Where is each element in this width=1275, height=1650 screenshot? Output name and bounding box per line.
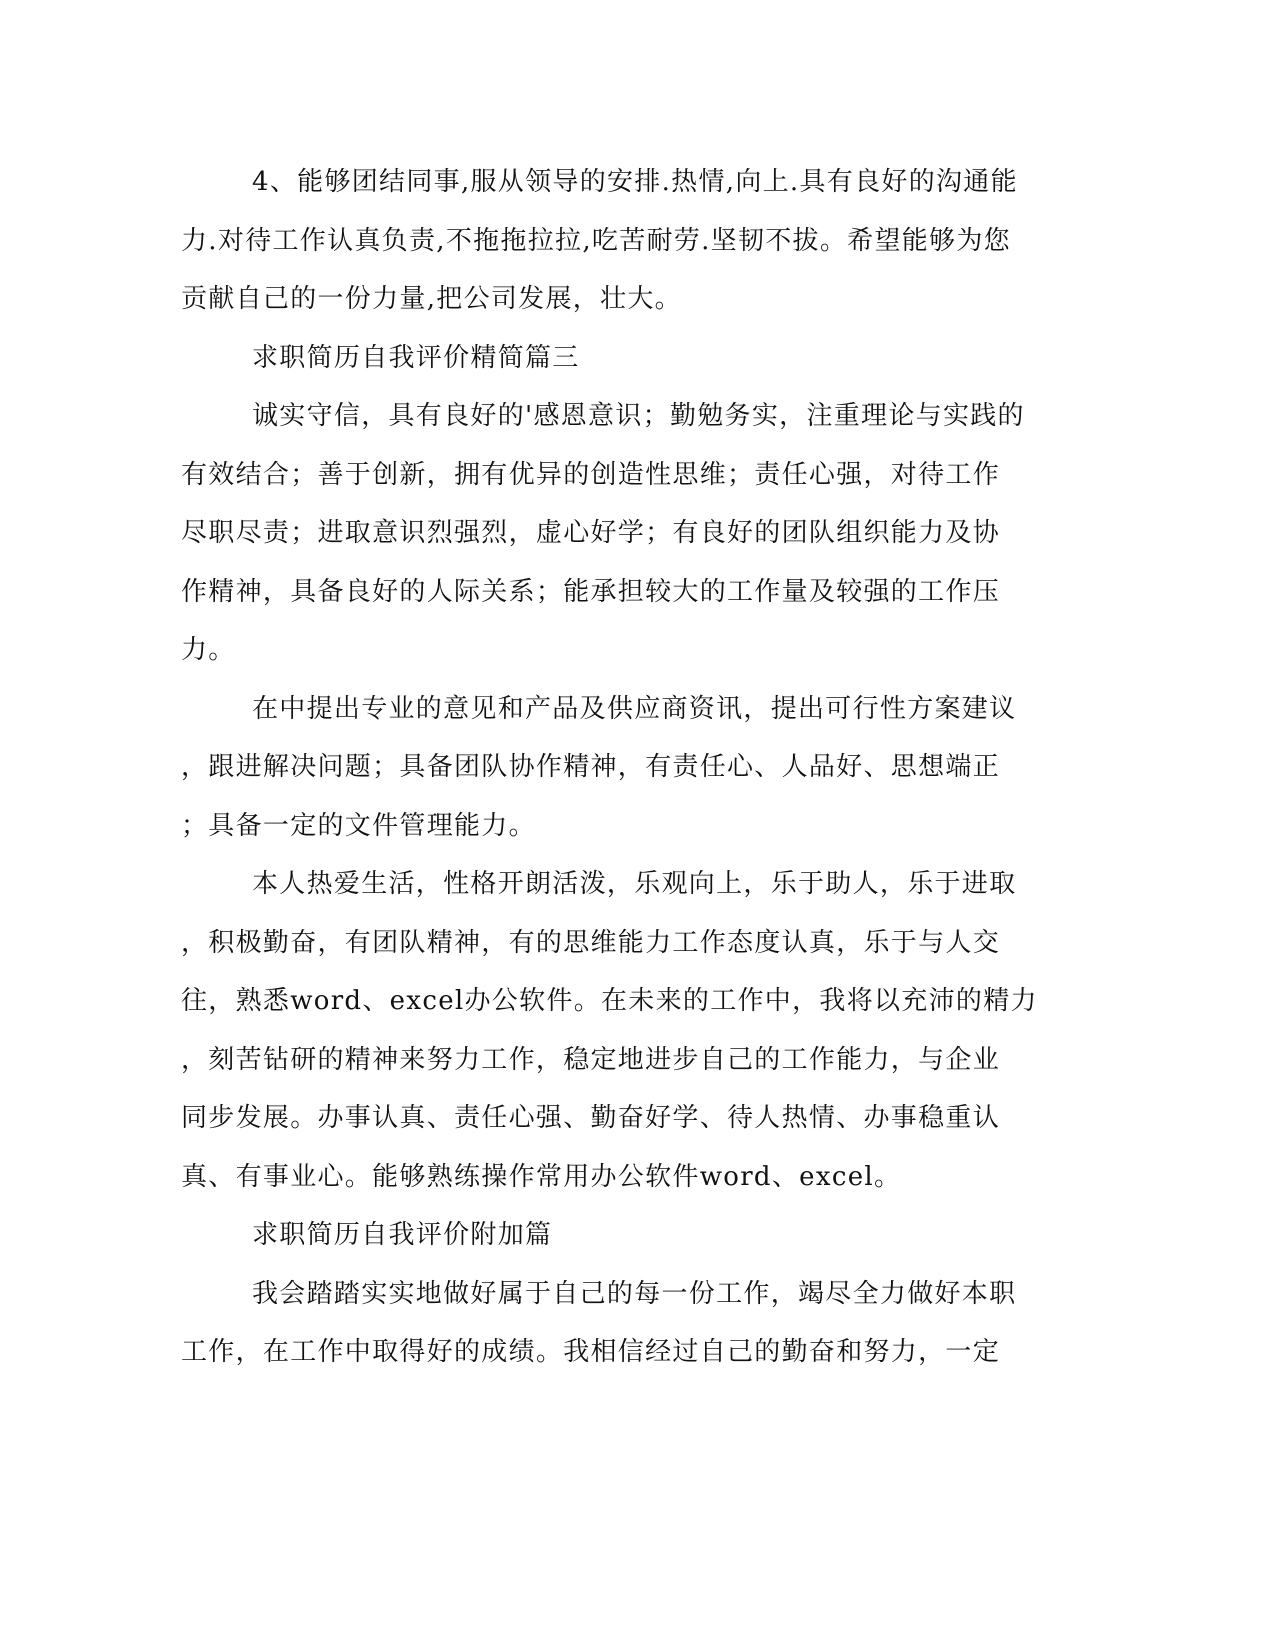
document-body xyxy=(181,153,1038,1382)
text-line: 尽职尽责；进取意识烈强烈，虚心好学；有良好的团队组织能力及协 xyxy=(181,518,1001,548)
text-line: 本人热爱生活，性格开朗活泼，乐观向上，乐于助人，乐于进取 xyxy=(252,869,1017,899)
text-line: 往，熟悉word、excel办公软件。在未来的工作中，我将以充沛的精力 xyxy=(181,986,1038,1016)
text-line: 4、能够团结同事,服从领导的安排.热情,向上.具有良好的沟通能 xyxy=(252,167,1018,197)
text-line: 同步发展。办事认真、责任心强、勤奋好学、待人热情、办事稳重认 xyxy=(181,1103,1001,1133)
text-line: 力.对待工作认真负责,不拖拖拉拉,吃苦耐劳.坚韧不拔。希望能够为您 xyxy=(181,225,1011,256)
text-line: 真、有事业心。能够熟练操作常用办公软件word、excel。 xyxy=(181,1161,902,1192)
text-line: 贡献自己的一份力量,把公司发展，壮大。 xyxy=(181,284,682,314)
section-heading: 求职简历自我评价附加篇 xyxy=(252,1220,553,1250)
text-line: 诚实守信，具有良好的'感恩意识；勤勉务实，注重理论与实践的 xyxy=(252,401,1025,431)
text-line: 有效结合；善于创新，拥有优异的创造性思维；责任心强，对待工作 xyxy=(181,459,1001,490)
text-line: ，积极勤奋，有团队精神，有的思维能力工作态度认真，乐于与人交 xyxy=(181,927,1001,958)
text-line: 我会踏踏实实地做好属于自己的每一份工作，竭尽全力做好本职 xyxy=(252,1278,1017,1309)
text-line: 工作，在工作中取得好的成绩。我相信经过自己的勤奋和努力，一定 xyxy=(181,1337,1001,1367)
text-line: 在中提出专业的意见和产品及供应商资讯，提出可行性方案建议 xyxy=(252,693,1017,724)
text-line: 力。 xyxy=(181,635,236,665)
text-line: ；具备一定的文件管理能力。 xyxy=(181,810,536,841)
text-line: ，刻苦钻研的精神来努力工作，稳定地进步自己的工作能力，与企业 xyxy=(181,1044,1001,1075)
section-heading: 求职简历自我评价精简篇三 xyxy=(252,342,580,373)
text-line: ，跟进解决问题；具备团队协作精神，有责任心、人品好、思想端正 xyxy=(181,752,1001,782)
text-line: 作精神，具备良好的人际关系；能承担较大的工作量及较强的工作压 xyxy=(181,576,1001,607)
